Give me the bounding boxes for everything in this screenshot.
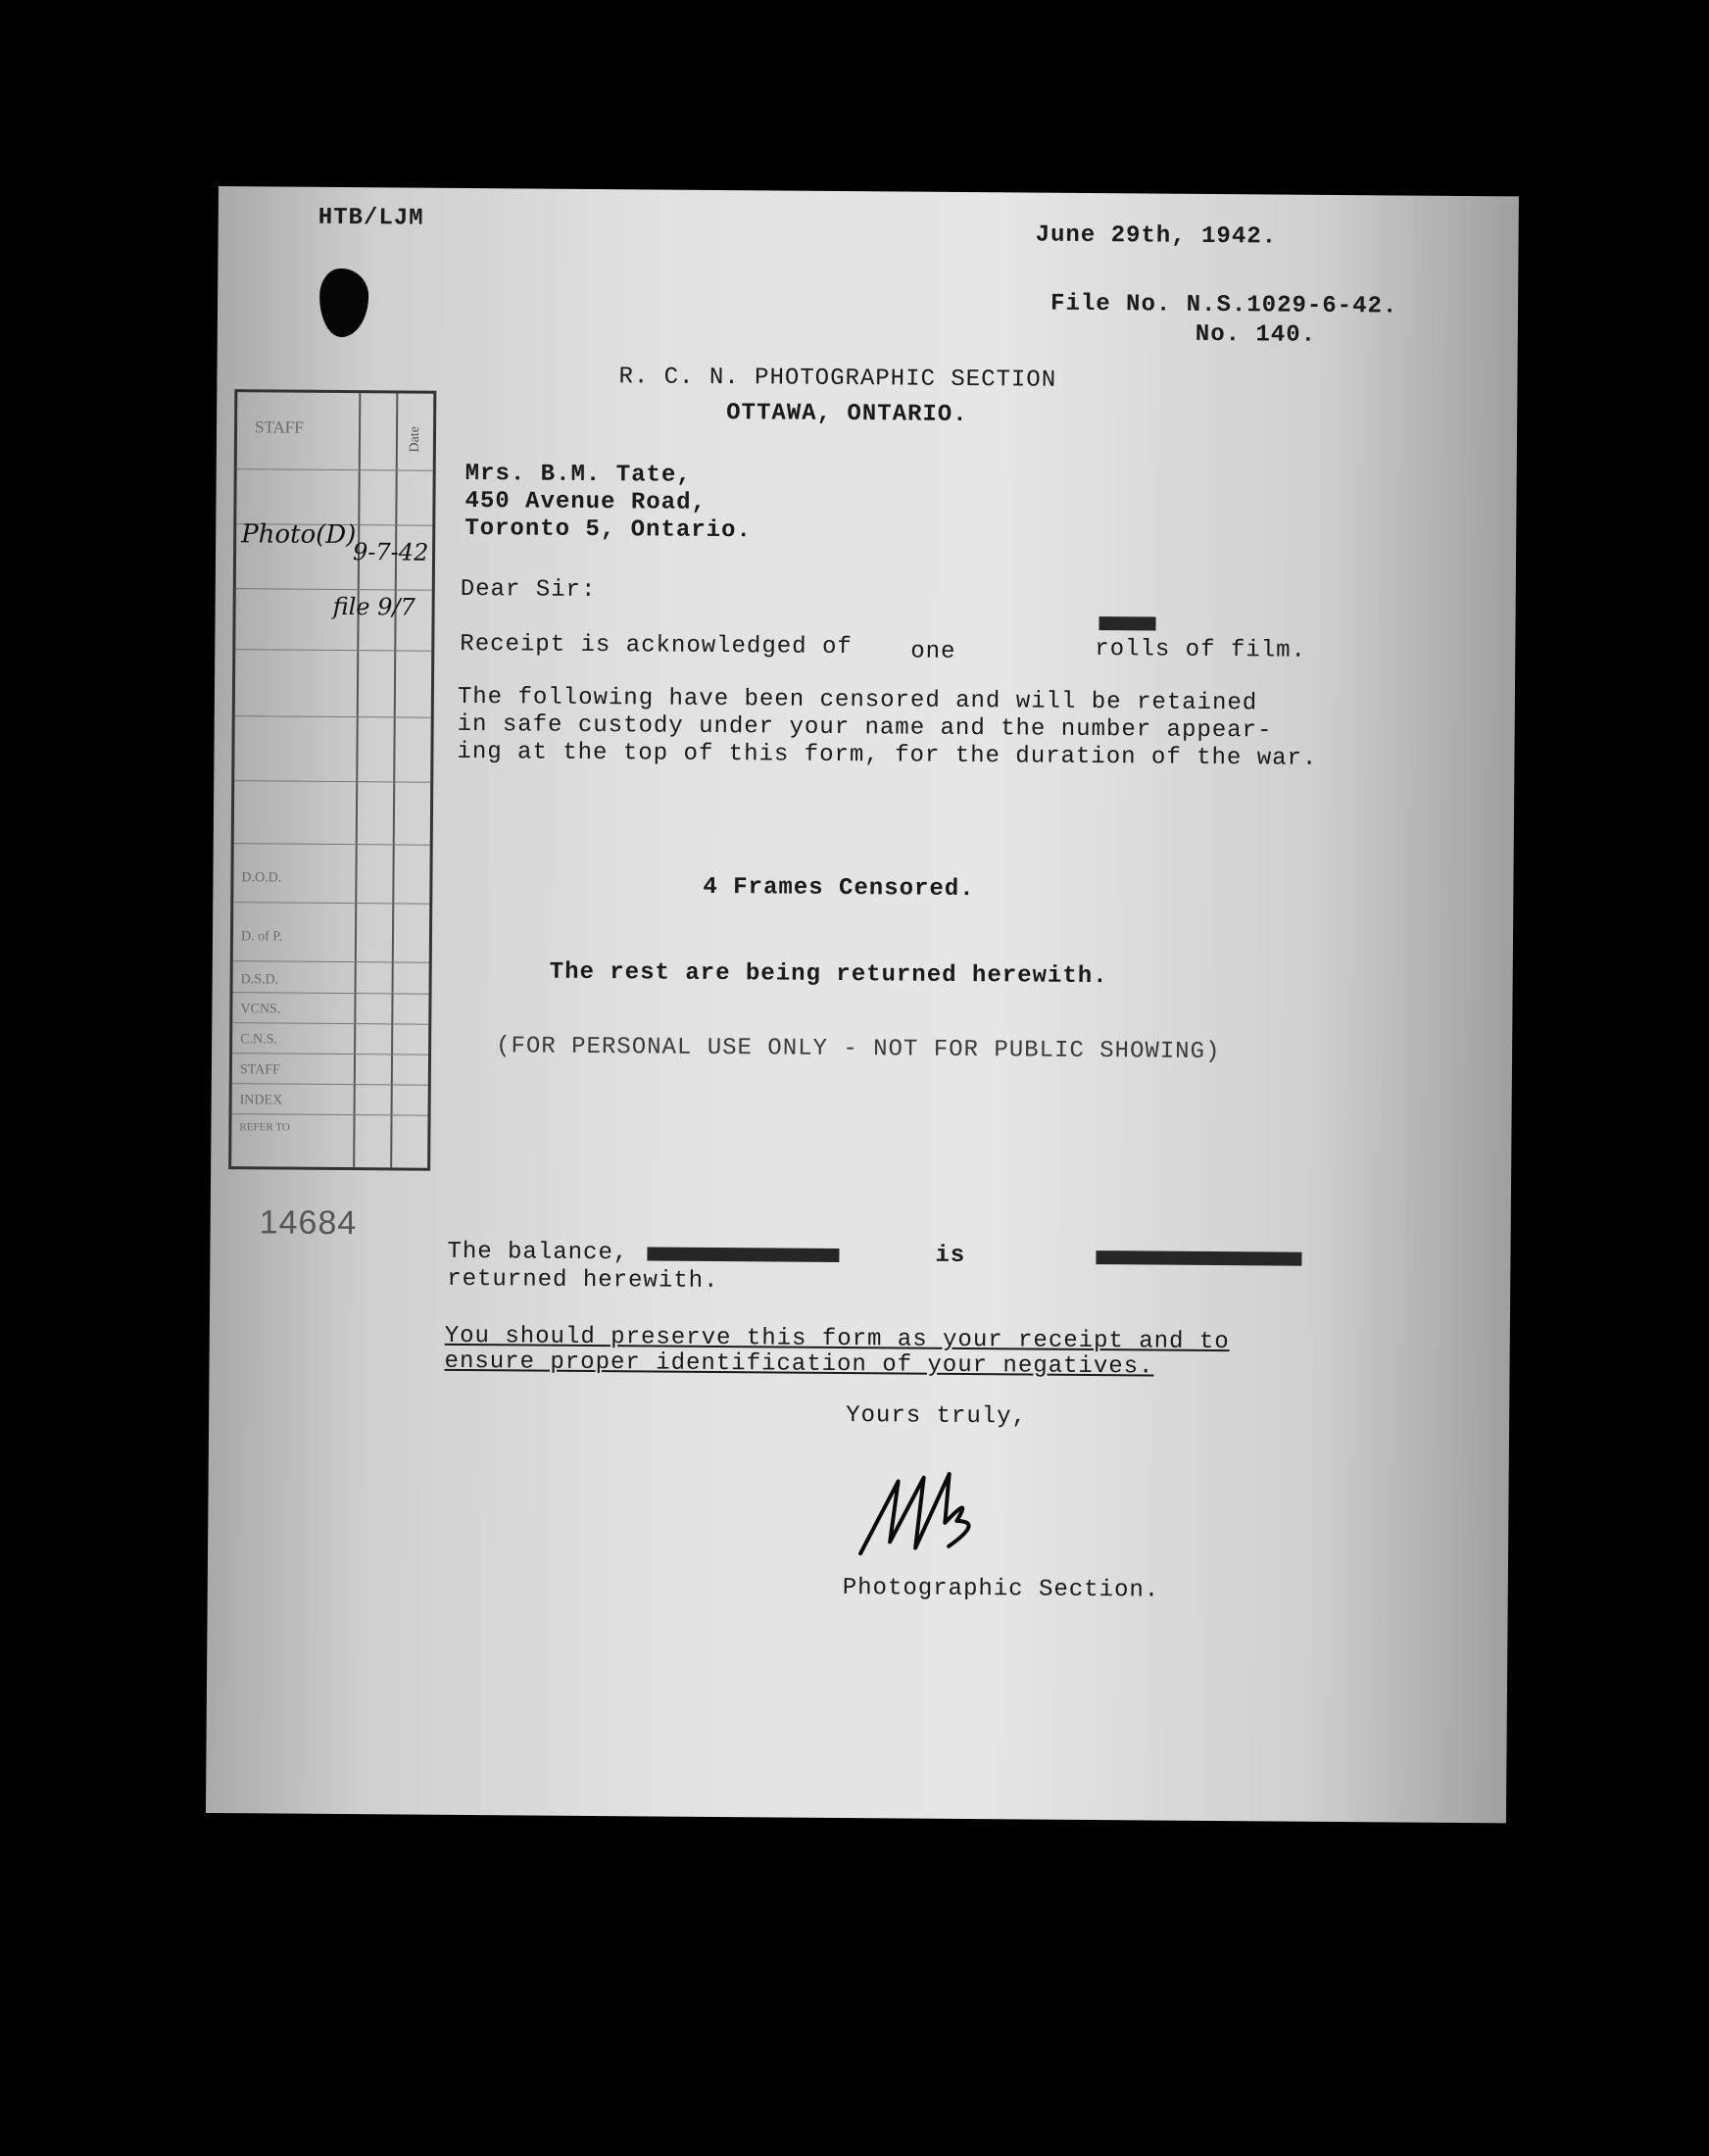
strikeout-mark	[1099, 616, 1155, 630]
stamp-row-staff: STAFF	[239, 1062, 280, 1078]
stamp-row-refer: REFER TO	[239, 1121, 290, 1134]
signature	[854, 1463, 993, 1562]
receipt-suffix: rolls of film.	[1095, 636, 1307, 664]
strikeout-mark	[1096, 1250, 1301, 1266]
stamp-row-cns: C.N.S.	[240, 1032, 277, 1048]
handwritten-note-date: 9-7-42	[352, 538, 429, 566]
receipt-prefix: Receipt is acknowledged of	[460, 630, 853, 662]
salutation: Dear Sir:	[460, 575, 597, 605]
address-city: Toronto 5, Ontario.	[464, 514, 753, 545]
letter-number: No. 140.	[1195, 320, 1317, 349]
initials: HTB/LJM	[317, 204, 424, 232]
preserve-line-2: ensure proper identification of your negatives.	[444, 1348, 1154, 1381]
stamp-staff-header: STAFF	[254, 417, 304, 437]
ink-blot	[319, 269, 369, 337]
letter-page	[206, 186, 1519, 1823]
stamp-row-dofp: D. of P.	[240, 929, 283, 945]
address-name: Mrs. B.M. Tate,	[464, 460, 692, 489]
handwritten-note-photo: Photo(D)	[241, 519, 357, 551]
file-number: File No. N.S.1029-6-42.	[1050, 290, 1398, 320]
closing: Yours truly,	[846, 1402, 1028, 1431]
letterhead-line1: R. C. N. PHOTOGRAPHIC SECTION	[618, 364, 1057, 394]
balance-prefix: The balance,	[447, 1238, 629, 1267]
body-line-1: The following have been censored and will be retained	[457, 683, 1258, 717]
letterhead-line2: OTTAWA, ONTARIO.	[726, 400, 968, 429]
frames-censored: 4 Frames Censored.	[703, 873, 975, 904]
stamp-row-dod: D.O.D.	[241, 870, 282, 886]
stamp-row-vcns: VCNS.	[240, 1002, 281, 1017]
personal-use-notice: (FOR PERSONAL USE ONLY - NOT FOR PUBLIC SHOWING)	[496, 1033, 1221, 1066]
body-line-3: ing at the top of this form, for the duration of the war.	[457, 738, 1318, 772]
address-street: 450 Avenue Road,	[464, 487, 708, 516]
rest-returned: The rest are being returned herewith.	[549, 958, 1108, 991]
preserve-line-1: You should preserve this form as your receipt and to	[444, 1322, 1230, 1356]
stamp-date-header: Date	[407, 426, 423, 453]
routing-stamp-grid	[228, 389, 436, 1171]
balance-is: is	[935, 1242, 966, 1270]
balance-line2: returned herewith.	[447, 1265, 719, 1296]
strikeout-mark	[647, 1247, 839, 1262]
body-line-2: in safe custody under your name and the number appear-	[457, 710, 1273, 745]
stamp-number: 14684	[259, 1203, 358, 1243]
signoff: Photographic Section.	[842, 1575, 1160, 1604]
letter-date: June 29th, 1942.	[1035, 221, 1278, 251]
stamp-row-index: INDEX	[239, 1093, 283, 1108]
handwritten-note-file: file 9/7	[332, 592, 415, 621]
stamp-row-dsd: D.S.D.	[240, 972, 279, 988]
receipt-count: one	[910, 638, 956, 665]
